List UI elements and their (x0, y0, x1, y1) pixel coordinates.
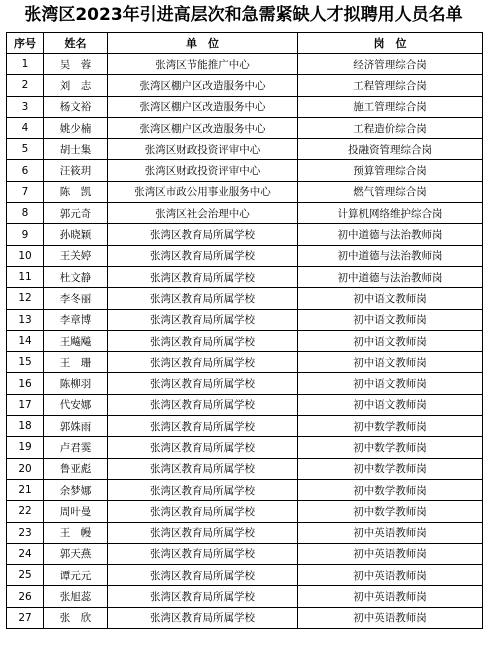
table-row (7, 586, 483, 607)
cell-post: 初中数学教师岗 (298, 501, 483, 522)
cell-serial-number: 20 (7, 458, 44, 479)
cell-post: 初中道德与法治教师岗 (298, 224, 483, 245)
table-row (7, 245, 483, 266)
cell-unit: 张湾区教育局所属学校 (108, 352, 298, 373)
cell-unit: 张湾区教育局所属学校 (108, 607, 298, 628)
cell-serial-number: 11 (7, 266, 44, 287)
cell-name: 刘 志 (44, 75, 108, 96)
cell-unit: 张湾区教育局所属学校 (108, 522, 298, 543)
table-header (7, 33, 483, 54)
table-row (7, 266, 483, 287)
header-post: 岗 位 (298, 33, 483, 54)
cell-name: 汪筱玥 (44, 160, 108, 181)
cell-serial-number: 26 (7, 586, 44, 607)
cell-serial-number: 17 (7, 394, 44, 415)
header-unit: 单 位 (108, 33, 298, 54)
cell-post: 初中英语教师岗 (298, 586, 483, 607)
cell-serial-number: 7 (7, 181, 44, 202)
cell-name: 姚少楠 (44, 117, 108, 138)
cell-serial-number: 13 (7, 309, 44, 330)
cell-name: 鲁亚彪 (44, 458, 108, 479)
table-row (7, 181, 483, 202)
cell-unit: 张湾区社会治理中心 (108, 203, 298, 224)
cell-serial-number: 19 (7, 437, 44, 458)
cell-name: 李章博 (44, 309, 108, 330)
cell-post: 施工管理综合岗 (298, 96, 483, 117)
cell-serial-number: 4 (7, 117, 44, 138)
cell-post: 投融资管理综合岗 (298, 139, 483, 160)
cell-post: 计算机网络维护综合岗 (298, 203, 483, 224)
cell-name: 杜文静 (44, 266, 108, 287)
cell-name: 胡士集 (44, 139, 108, 160)
cell-unit: 张湾区教育局所属学校 (108, 394, 298, 415)
cell-unit: 张湾区教育局所属学校 (108, 479, 298, 500)
cell-serial-number: 27 (7, 607, 44, 628)
table-row (7, 543, 483, 564)
cell-unit: 张湾区教育局所属学校 (108, 458, 298, 479)
cell-serial-number: 24 (7, 543, 44, 564)
cell-post: 初中数学教师岗 (298, 479, 483, 500)
cell-post: 经济管理综合岗 (298, 54, 483, 75)
table-row (7, 330, 483, 351)
table-row (7, 117, 483, 138)
cell-unit: 张湾区教育局所属学校 (108, 543, 298, 564)
cell-name: 卢君霙 (44, 437, 108, 458)
cell-name: 王关婷 (44, 245, 108, 266)
cell-serial-number: 21 (7, 479, 44, 500)
cell-unit: 张湾区教育局所属学校 (108, 330, 298, 351)
table-body (7, 54, 483, 629)
table-row (7, 394, 483, 415)
cell-post: 初中数学教师岗 (298, 458, 483, 479)
cell-serial-number: 22 (7, 501, 44, 522)
cell-name: 郭天燕 (44, 543, 108, 564)
cell-serial-number: 12 (7, 288, 44, 309)
cell-unit: 张湾区教育局所属学校 (108, 373, 298, 394)
hiring-roster-table (6, 32, 483, 629)
cell-serial-number: 3 (7, 96, 44, 117)
cell-name: 代安娜 (44, 394, 108, 415)
cell-unit: 张湾区财政投资评审中心 (108, 160, 298, 181)
cell-name: 郭姝雨 (44, 416, 108, 437)
cell-unit: 张湾区教育局所属学校 (108, 309, 298, 330)
cell-unit: 张湾区教育局所属学校 (108, 266, 298, 287)
cell-unit: 张湾区教育局所属学校 (108, 288, 298, 309)
table-row (7, 416, 483, 437)
cell-name: 陈柳羽 (44, 373, 108, 394)
cell-unit: 张湾区棚户区改造服务中心 (108, 75, 298, 96)
cell-name: 郭元奇 (44, 203, 108, 224)
cell-serial-number: 1 (7, 54, 44, 75)
cell-serial-number: 9 (7, 224, 44, 245)
cell-serial-number: 18 (7, 416, 44, 437)
cell-unit: 张湾区棚户区改造服务中心 (108, 96, 298, 117)
cell-post: 初中数学教师岗 (298, 416, 483, 437)
table-row (7, 522, 483, 543)
document-title: 张湾区2023年引进高层次和急需紧缺人才拟聘用人员名单 (24, 5, 463, 25)
cell-post: 工程造价综合岗 (298, 117, 483, 138)
table-row (7, 437, 483, 458)
header-row (7, 33, 483, 54)
cell-unit: 张湾区教育局所属学校 (108, 224, 298, 245)
cell-serial-number: 23 (7, 522, 44, 543)
table-row (7, 373, 483, 394)
header-serial-number: 序号 (7, 33, 44, 54)
table-row (7, 309, 483, 330)
cell-unit: 张湾区财政投资评审中心 (108, 139, 298, 160)
cell-name: 王 珊 (44, 352, 108, 373)
cell-serial-number: 10 (7, 245, 44, 266)
cell-serial-number: 16 (7, 373, 44, 394)
cell-unit: 张湾区教育局所属学校 (108, 437, 298, 458)
cell-post: 初中数学教师岗 (298, 437, 483, 458)
cell-post: 初中道德与法治教师岗 (298, 245, 483, 266)
table-row (7, 288, 483, 309)
cell-post: 燃气管理综合岗 (298, 181, 483, 202)
table-row (7, 54, 483, 75)
cell-unit: 张湾区节能推广中心 (108, 54, 298, 75)
cell-post: 初中语文教师岗 (298, 352, 483, 373)
cell-name: 吴 蓉 (44, 54, 108, 75)
cell-post: 初中语文教师岗 (298, 309, 483, 330)
cell-unit: 张湾区教育局所属学校 (108, 416, 298, 437)
cell-serial-number: 25 (7, 565, 44, 586)
cell-name: 周叶曼 (44, 501, 108, 522)
cell-post: 预算管理综合岗 (298, 160, 483, 181)
table-row (7, 565, 483, 586)
table-row (7, 607, 483, 628)
table-row (7, 224, 483, 245)
cell-post: 初中语文教师岗 (298, 373, 483, 394)
table-row (7, 139, 483, 160)
table-row (7, 203, 483, 224)
cell-unit: 张湾区教育局所属学校 (108, 586, 298, 607)
cell-name: 张 欣 (44, 607, 108, 628)
cell-name: 谭元元 (44, 565, 108, 586)
table-row (7, 160, 483, 181)
cell-unit: 张湾区教育局所属学校 (108, 501, 298, 522)
cell-post: 初中英语教师岗 (298, 607, 483, 628)
cell-serial-number: 6 (7, 160, 44, 181)
table-row (7, 96, 483, 117)
cell-post: 初中英语教师岗 (298, 565, 483, 586)
cell-post: 初中语文教师岗 (298, 330, 483, 351)
cell-post: 初中英语教师岗 (298, 522, 483, 543)
cell-serial-number: 2 (7, 75, 44, 96)
cell-post: 工程管理综合岗 (298, 75, 483, 96)
cell-post: 初中语文教师岗 (298, 288, 483, 309)
cell-name: 余梦娜 (44, 479, 108, 500)
table-row (7, 479, 483, 500)
cell-post: 初中道德与法治教师岗 (298, 266, 483, 287)
cell-name: 王飚飚 (44, 330, 108, 351)
cell-post: 初中语文教师岗 (298, 394, 483, 415)
table-row (7, 458, 483, 479)
cell-serial-number: 15 (7, 352, 44, 373)
cell-name: 张旭蕊 (44, 586, 108, 607)
cell-serial-number: 8 (7, 203, 44, 224)
table-row (7, 75, 483, 96)
cell-post: 初中英语教师岗 (298, 543, 483, 564)
cell-name: 孙晓颖 (44, 224, 108, 245)
cell-name: 杨文裕 (44, 96, 108, 117)
cell-serial-number: 5 (7, 139, 44, 160)
cell-unit: 张湾区棚户区改造服务中心 (108, 117, 298, 138)
cell-name: 陈 凯 (44, 181, 108, 202)
cell-serial-number: 14 (7, 330, 44, 351)
cell-unit: 张湾区教育局所属学校 (108, 565, 298, 586)
cell-name: 王 幔 (44, 522, 108, 543)
cell-unit: 张湾区教育局所属学校 (108, 245, 298, 266)
header-name: 姓名 (44, 33, 108, 54)
table-row (7, 352, 483, 373)
cell-unit: 张湾区市政公用事业服务中心 (108, 181, 298, 202)
table-row (7, 501, 483, 522)
cell-name: 李冬丽 (44, 288, 108, 309)
